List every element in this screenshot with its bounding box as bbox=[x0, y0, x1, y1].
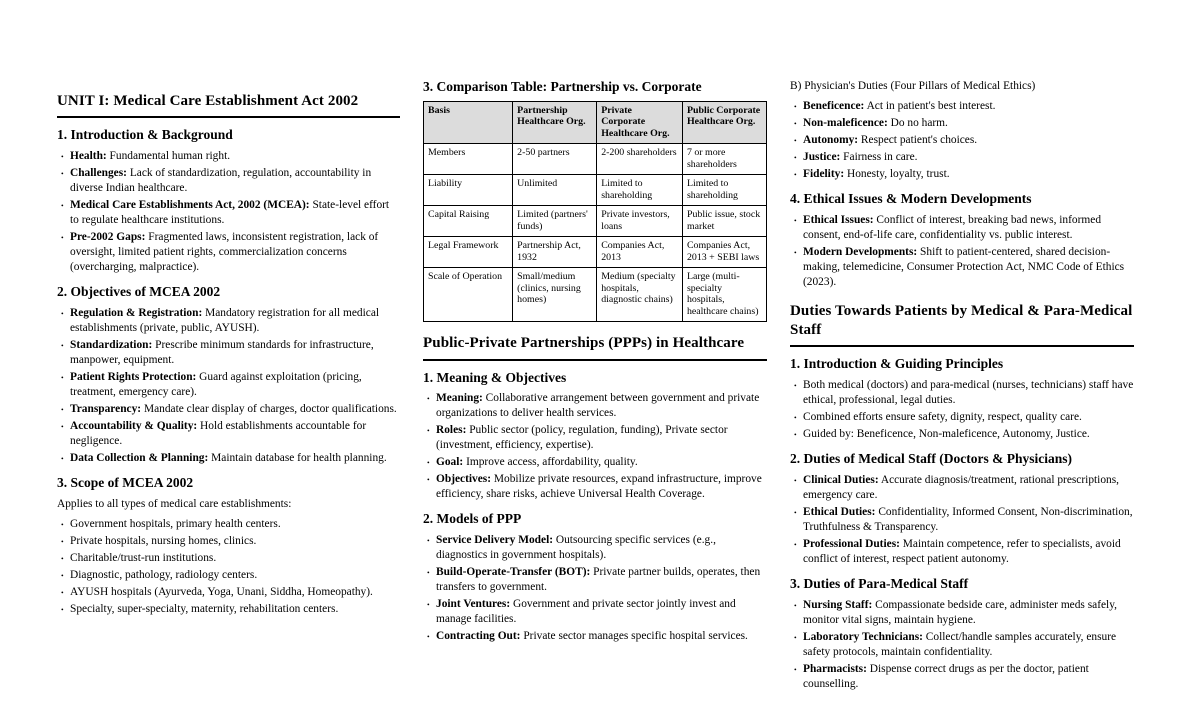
bullet-text: Standardization: Prescribe minimum standards for infrastructure, manpower, equipment. bbox=[70, 338, 374, 366]
bullet-lead: Accountability & Quality: bbox=[70, 419, 198, 432]
table-cell: Companies Act, 2013 bbox=[597, 237, 683, 268]
bullet-lead: Fidelity: bbox=[803, 168, 845, 180]
subsection-heading: 1. Meaning & Objectives bbox=[423, 369, 567, 385]
bullet-item bbox=[423, 455, 767, 470]
bullet-item bbox=[57, 370, 400, 400]
bullet-icon: • bbox=[794, 247, 797, 257]
table-row bbox=[424, 144, 767, 175]
bullet-item bbox=[57, 551, 400, 566]
bullet-icon: • bbox=[427, 600, 430, 610]
bullet-item bbox=[790, 150, 1134, 165]
bullet-lead: Service Delivery Model: bbox=[436, 534, 554, 547]
bullet-item bbox=[423, 472, 767, 502]
bullet-icon: • bbox=[61, 152, 64, 162]
bullet-item bbox=[423, 565, 767, 595]
subsection-heading: 2. Objectives of MCEA 2002 bbox=[57, 284, 221, 300]
subsection-heading: 1. Introduction & Guiding Principles bbox=[790, 356, 1004, 372]
bullet-text: Regulation & Registration: Mandatory registration for all medical establishments (private, public, AYUSH). bbox=[70, 306, 380, 334]
table-header-cell: Basis bbox=[424, 101, 513, 144]
bullet-text: Specialty, super-specialty, maternity, rehabilitation centers. bbox=[70, 602, 339, 615]
bullet-lead: Pharmacists: bbox=[803, 662, 867, 675]
bullet-lead: Pre-2002 Gaps: bbox=[70, 231, 146, 244]
bullet-icon: • bbox=[61, 169, 64, 179]
bullet-item bbox=[57, 585, 400, 600]
bullet-icon: • bbox=[794, 413, 797, 423]
table-row bbox=[424, 175, 767, 206]
bullet-text: Justice: Fairness in care. bbox=[803, 151, 918, 163]
bullet-icon: • bbox=[61, 587, 64, 597]
table-cell: Public issue, stock market bbox=[682, 206, 766, 237]
bullet-text: Health: Fundamental human right. bbox=[70, 150, 231, 163]
bullet-lead: Autonomy: bbox=[803, 134, 859, 146]
bullet-item bbox=[423, 391, 767, 421]
bullet-item bbox=[57, 534, 400, 549]
table-cell: 2-200 shareholders bbox=[597, 144, 683, 175]
comparison-table bbox=[423, 101, 767, 323]
bullet-icon: • bbox=[61, 604, 64, 614]
bullet-item bbox=[423, 533, 767, 563]
bullet-item bbox=[57, 306, 400, 336]
subsection-heading: 4. Ethical Issues & Modern Developments bbox=[790, 191, 1032, 206]
bullet-icon: • bbox=[794, 102, 797, 111]
bullet-text: Government hospitals, primary health centers. bbox=[70, 517, 281, 530]
table-cell: Large (multi-specialty hospitals, healthcare chains) bbox=[682, 268, 766, 322]
bullet-icon: • bbox=[427, 475, 430, 485]
bullet-lead: Laboratory Technicians: bbox=[803, 630, 923, 643]
bullet-list bbox=[57, 306, 400, 466]
bullet-item bbox=[57, 419, 400, 449]
bullet-text: AYUSH hospitals (Ayurveda, Yoga, Unani, Siddha, Homeopathy). bbox=[70, 585, 373, 598]
bullet-icon: • bbox=[61, 453, 64, 463]
table-cell: Limited to shareholding bbox=[597, 175, 683, 206]
bullet-text: Modern Developments: Shift to patient-centered, shared decision-making, telemedicine, Consumer Protection Act, NMC Code of Ethics (2023). bbox=[803, 245, 1125, 288]
bullet-icon: • bbox=[794, 632, 797, 642]
bullet-item bbox=[790, 505, 1134, 535]
bullet-lead: Non-maleficence: bbox=[803, 117, 888, 129]
bullet-item bbox=[790, 99, 1134, 114]
bullet-icon: • bbox=[794, 508, 797, 517]
bullet-lead: Meaning: bbox=[436, 392, 483, 405]
subsection-heading: 1. Introduction & Background bbox=[57, 127, 233, 143]
table-cell: Limited (partners' funds) bbox=[513, 206, 597, 237]
table-cell: Private investors, loans bbox=[597, 206, 683, 237]
bullet-item bbox=[790, 598, 1134, 628]
bullet-item bbox=[57, 230, 400, 275]
bullet-icon: • bbox=[794, 664, 797, 674]
bullet-lead: Ethical Issues: bbox=[803, 213, 874, 226]
section-heading: Public-Private Partnerships (PPPs) in Healthcare bbox=[423, 334, 767, 360]
bullet-list bbox=[790, 598, 1134, 692]
bullet-item bbox=[57, 451, 400, 466]
bullet-item bbox=[790, 245, 1134, 290]
paragraph: B) Physician's Duties (Four Pillars of Medical Ethics) bbox=[790, 80, 1036, 92]
table-header-cell: Private Corporate Healthcare Org. bbox=[597, 101, 683, 144]
bullet-icon: • bbox=[61, 519, 64, 529]
bullet-lead: Professional Duties: bbox=[803, 538, 900, 550]
bullet-item bbox=[790, 630, 1134, 660]
column-middle bbox=[423, 0, 767, 705]
bullet-text: Contracting Out: Private sector manages specific hospital services. bbox=[436, 630, 748, 643]
bullet-text: Private hospitals, nursing homes, clinics. bbox=[70, 534, 257, 547]
bullet-item bbox=[790, 133, 1134, 148]
bullet-icon: • bbox=[794, 136, 797, 145]
bullet-text: Ethical Issues: Conflict of interest, breaking bad news, informed consent, end-of-life care, confidentiality vs. public interest. bbox=[803, 213, 1102, 241]
bullet-text: Build-Operate-Transfer (BOT): Private partner builds, operates, then transfers to government. bbox=[436, 566, 761, 594]
bullet-lead: Build-Operate-Transfer (BOT): bbox=[436, 566, 591, 579]
bullet-lead: Patient Rights Protection: bbox=[70, 370, 197, 383]
table-cell: Capital Raising bbox=[424, 206, 513, 237]
bullet-lead: Data Collection & Planning: bbox=[70, 451, 209, 464]
bullet-icon: • bbox=[61, 421, 64, 431]
bullet-item bbox=[790, 116, 1134, 131]
bullet-item bbox=[57, 338, 400, 368]
bullet-icon: • bbox=[794, 540, 797, 549]
table-cell: Unlimited bbox=[513, 175, 597, 206]
bullet-lead: Challenges: bbox=[70, 167, 127, 180]
bullet-text: Service Delivery Model: Outsourcing specific services (e.g., diagnostics in government hospitals). bbox=[436, 534, 716, 562]
bullet-text: Laboratory Technicians: Collect/handle samples accurately, ensure safety protocols, maintain confidentiality. bbox=[803, 630, 1117, 658]
bullet-icon: • bbox=[794, 430, 797, 440]
section-heading: Duties Towards Patients by Medical & Para-Medical Staff bbox=[790, 302, 1134, 347]
bullet-item bbox=[790, 410, 1134, 425]
table-cell: Legal Framework bbox=[424, 237, 513, 268]
bullet-lead: Beneficence: bbox=[803, 100, 865, 112]
bullet-text: Both medical (doctors) and para-medical (nurses, technicians) staff have ethical, professional, legal duties. bbox=[803, 379, 1134, 407]
bullet-text: Guided by: Beneficence, Non-maleficence, Autonomy, Justice. bbox=[803, 428, 1090, 441]
bullet-lead: Transparency: bbox=[70, 402, 142, 415]
bullet-item bbox=[790, 427, 1134, 442]
bullet-icon: • bbox=[794, 119, 797, 128]
column-right bbox=[790, 0, 1134, 705]
bullet-item bbox=[790, 662, 1134, 692]
bullet-text: Goal: Improve access, affordability, quality. bbox=[436, 456, 638, 469]
bullet-text: Charitable/trust-run institutions. bbox=[70, 551, 217, 564]
bullet-lead: Ethical Duties: bbox=[803, 506, 876, 518]
column-left bbox=[57, 0, 400, 718]
bullet-list bbox=[423, 533, 767, 644]
bullet-icon: • bbox=[794, 215, 797, 225]
bullet-icon: • bbox=[61, 308, 64, 318]
table-cell: Liability bbox=[424, 175, 513, 206]
bullet-lead: Standardization: bbox=[70, 338, 153, 351]
bullet-icon: • bbox=[61, 404, 64, 414]
bullet-list bbox=[790, 99, 1134, 182]
bullet-text: Joint Ventures: Government and private sector jointly invest and manage facilities. bbox=[436, 598, 736, 626]
bullet-item bbox=[790, 537, 1134, 567]
bullet-item bbox=[57, 402, 400, 417]
bullet-icon: • bbox=[427, 426, 430, 436]
subsection-heading: 3. Comparison Table: Partnership vs. Corporate bbox=[423, 79, 702, 94]
bullet-icon: • bbox=[61, 233, 64, 243]
table-cell: Companies Act, 2013 + SEBI laws bbox=[682, 237, 766, 268]
bullet-list bbox=[790, 473, 1134, 567]
bullet-icon: • bbox=[427, 394, 430, 404]
table-header-cell: Public Corporate Healthcare Org. bbox=[682, 101, 766, 144]
bullet-lead: Regulation & Registration: bbox=[70, 306, 203, 319]
bullet-text: Objectives: Mobilize private resources, expand infrastructure, improve efficiency, share risks, achieve Universal Health Coverage. bbox=[436, 473, 762, 501]
bullet-icon: • bbox=[794, 600, 797, 610]
bullet-text: Roles: Public sector (policy, regulation, funding), Private sector (investment, efficiency, expertise). bbox=[436, 424, 728, 452]
table-header-row bbox=[424, 101, 767, 144]
bullet-lead: Clinical Duties: bbox=[803, 474, 879, 486]
table-row bbox=[424, 268, 767, 322]
paragraph: Applies to all types of medical care establishments: bbox=[57, 497, 292, 510]
bullet-item bbox=[790, 167, 1134, 182]
bullet-icon: • bbox=[794, 170, 797, 179]
table-cell: Small/medium (clinics, nursing homes) bbox=[513, 268, 597, 322]
bullet-icon: • bbox=[61, 553, 64, 563]
bullet-item bbox=[423, 597, 767, 627]
bullet-item bbox=[790, 378, 1134, 408]
bullet-icon: • bbox=[61, 536, 64, 546]
bullet-lead: Contracting Out: bbox=[436, 630, 521, 643]
bullet-lead: Goal: bbox=[436, 456, 464, 469]
section-heading: UNIT I: Medical Care Establishment Act 2002 bbox=[57, 92, 400, 118]
bullet-item bbox=[423, 423, 767, 453]
bullet-icon: • bbox=[61, 340, 64, 350]
table-row bbox=[424, 206, 767, 237]
bullet-text: Professional Duties: Maintain competence, refer to specialists, avoid conflict of interest, respect patient autonomy. bbox=[803, 538, 1121, 565]
table-cell: Partnership Act, 1932 bbox=[513, 237, 597, 268]
table-cell: 7 or more shareholders bbox=[682, 144, 766, 175]
table-cell: Scale of Operation bbox=[424, 268, 513, 322]
bullet-item bbox=[57, 568, 400, 583]
bullet-text: Nursing Staff: Compassionate bedside care, administer meds safely, monitor vital signs, maintain hygiene. bbox=[803, 598, 1118, 626]
bullet-text: Ethical Duties: Confidentiality, Informed Consent, Non-discrimination, Truthfulness & Transparency. bbox=[803, 506, 1133, 533]
table-header-cell: Partnership Healthcare Org. bbox=[513, 101, 597, 144]
bullet-list bbox=[790, 213, 1134, 290]
bullet-icon: • bbox=[61, 570, 64, 580]
bullet-item bbox=[790, 213, 1134, 243]
bullet-text: Transparency: Mandate clear display of charges, doctor qualifications. bbox=[70, 402, 397, 415]
table-cell: Members bbox=[424, 144, 513, 175]
bullet-item bbox=[790, 473, 1134, 503]
bullet-item bbox=[57, 198, 400, 228]
bullet-text: Meaning: Collaborative arrangement between government and private organizations to deliver health services. bbox=[436, 392, 760, 420]
bullet-item bbox=[57, 149, 400, 164]
bullet-text: Patient Rights Protection: Guard against exploitation (pricing, treatment, emergency care). bbox=[70, 370, 362, 398]
table-row bbox=[424, 237, 767, 268]
bullet-list bbox=[790, 378, 1134, 442]
table-cell: 2-50 partners bbox=[513, 144, 597, 175]
bullet-lead: Modern Developments: bbox=[803, 245, 918, 258]
bullet-list bbox=[423, 391, 767, 502]
bullet-icon: • bbox=[427, 458, 430, 468]
bullet-item bbox=[57, 517, 400, 532]
bullet-lead: Nursing Staff: bbox=[803, 598, 873, 611]
bullet-icon: • bbox=[427, 568, 430, 578]
table-cell: Medium (specialty hospitals, diagnostic chains) bbox=[597, 268, 683, 322]
bullet-lead: Health: bbox=[70, 150, 107, 163]
bullet-text: Pre-2002 Gaps: Fragmented laws, inconsistent registration, lack of oversight, limited patient rights, commercialization concerns (overcharging, malpractice). bbox=[70, 231, 379, 274]
bullet-lead: Medical Care Establishments Act, 2002 (MCEA): bbox=[70, 199, 310, 212]
bullet-item bbox=[57, 602, 400, 617]
bullet-text: Data Collection & Planning: Maintain database for health planning. bbox=[70, 451, 387, 464]
subsection-heading: 3. Scope of MCEA 2002 bbox=[57, 474, 194, 490]
bullet-lead: Justice: bbox=[803, 151, 841, 163]
bullet-icon: • bbox=[61, 372, 64, 382]
bullet-text: Autonomy: Respect patient's choices. bbox=[803, 134, 978, 146]
bullet-icon: • bbox=[794, 476, 797, 485]
bullet-text: Challenges: Lack of standardization, regulation, accountability in diverse Indian healthcare. bbox=[70, 167, 372, 195]
bullet-text: Fidelity: Honesty, loyalty, trust. bbox=[803, 168, 950, 180]
bullet-lead: Roles: bbox=[436, 424, 467, 437]
bullet-lead: Joint Ventures: bbox=[436, 598, 511, 611]
bullet-list bbox=[57, 149, 400, 275]
subsection-heading: 2. Models of PPP bbox=[423, 511, 522, 527]
bullet-icon: • bbox=[427, 632, 430, 642]
bullet-icon: • bbox=[427, 536, 430, 546]
bullet-list bbox=[57, 517, 400, 617]
bullet-icon: • bbox=[794, 153, 797, 162]
bullet-icon: • bbox=[61, 201, 64, 211]
bullet-text: Clinical Duties: Accurate diagnosis/treatment, rational prescriptions, emergency care. bbox=[803, 474, 1120, 501]
bullet-text: Accountability & Quality: Hold establishments accountable for negligence. bbox=[70, 419, 367, 447]
bullet-text: Pharmacists: Dispense correct drugs as per the doctor, patient counselling. bbox=[803, 662, 1089, 690]
bullet-text: Beneficence: Act in patient's best interest. bbox=[803, 100, 996, 112]
bullet-item bbox=[423, 629, 767, 644]
bullet-lead: Objectives: bbox=[436, 473, 492, 486]
subsection-heading: 3. Duties of Para-Medical Staff bbox=[790, 576, 969, 591]
bullet-item bbox=[57, 166, 400, 196]
bullet-text: Combined efforts ensure safety, dignity, respect, quality care. bbox=[803, 411, 1082, 424]
bullet-text: Medical Care Establishments Act, 2002 (MCEA): State-level effort to regulate healthcare institutions. bbox=[70, 199, 390, 227]
bullet-text: Diagnostic, pathology, radiology centers. bbox=[70, 568, 258, 581]
bullet-text: Non-maleficence: Do no harm. bbox=[803, 117, 948, 129]
subsection-heading: 2. Duties of Medical Staff (Doctors & Physicians) bbox=[790, 451, 1072, 467]
bullet-icon: • bbox=[794, 381, 797, 391]
table-cell: Limited to shareholding bbox=[682, 175, 766, 206]
